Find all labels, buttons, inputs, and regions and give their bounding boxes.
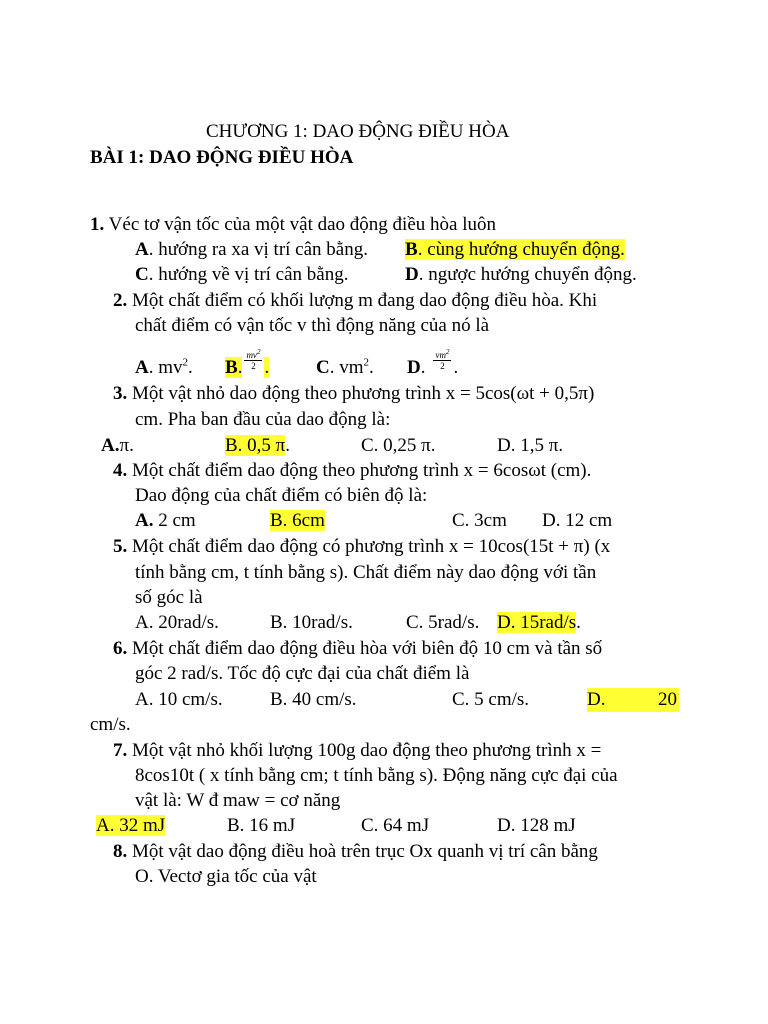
- q6-option-b: B. 40 cm/s.: [270, 689, 357, 710]
- q2-option-d: D. $\frac{vm^2}{2}$ .: [407, 348, 459, 378]
- question-text: Véc tơ vận tốc của một vật dao động điều hòa luôn: [108, 214, 496, 235]
- q3-option-d: D. 1,5 π.: [497, 435, 564, 456]
- fraction-mv2-over-2: $\frac{mv^2}{2}$: [246, 348, 261, 372]
- q7-option-c: C. 64 mJ: [361, 815, 430, 836]
- q2-line-2: chất điểm có vận tốc v thì động năng của nó là: [135, 315, 490, 336]
- q6-option-d-continued: cm/s.: [90, 714, 131, 735]
- q8-line-2: O. Vectơ gia tốc của vật: [135, 866, 317, 887]
- q4-option-d: D. 12 cm: [542, 510, 613, 531]
- q2-option-b: B. $\frac{mv^2}{2}$ .: [225, 348, 270, 378]
- q6-option-c: C. 5 cm/s.: [452, 689, 530, 710]
- q1-option-a: A. hướng ra xa vị trí cân bằng.: [135, 239, 368, 260]
- chapter-title: CHƯƠNG 1: DAO ĐỘNG ĐIỀU HÒA: [206, 121, 510, 142]
- lesson-title: BÀI 1: DAO ĐỘNG ĐIỀU HÒA: [90, 147, 354, 168]
- q7-line-2: 8cos10t ( x tính bằng cm; t tính bằng s). Động năng cực đại của: [135, 765, 618, 786]
- q2-option-c: C. $vm^2$.: [316, 356, 374, 378]
- question-6: 6. Một chất điểm dao động điều hòa với biên độ 10 cm và tần số: [113, 638, 603, 659]
- q4-line-2: Dao động của chất điểm có biên độ là:: [135, 485, 428, 506]
- q5-line-2: tính bằng cm, t tính bằng s). Chất điểm này dao động với tần: [135, 562, 597, 583]
- q5-option-b: B. 10rad/s.: [270, 612, 353, 633]
- q4-option-c: C. 3cm: [452, 510, 507, 531]
- q3-option-b: B. 0,5 π.: [225, 435, 291, 456]
- question-8: 8. Một vật dao động điều hoà trên trục Ox quanh vị trí cân bằng: [113, 841, 598, 862]
- question-4: 4. Một chất điểm dao động theo phương trình x = 6cosωt (cm).: [113, 460, 592, 481]
- question-3: 3. Một vật nhỏ dao động theo phương trình x = 5cos(ωt + 0,5π): [113, 383, 595, 404]
- q6-line-2: góc 2 rad/s. Tốc độ cực đại của chất điểm là: [135, 663, 470, 684]
- q6-option-a: A. 10 cm/s.: [135, 689, 223, 710]
- q5-option-c: C. 5rad/s.: [406, 612, 480, 633]
- q3-option-c: C. 0,25 π.: [361, 435, 436, 456]
- q2-option-a: A. $mv^2$.: [135, 356, 193, 378]
- question-5: 5. Một chất điểm dao động có phương trình x = 10cos(15t + π) (x: [113, 536, 611, 557]
- q7-option-a: A. 32 mJ: [96, 815, 166, 836]
- q5-option-a: A. 20rad/s.: [135, 612, 219, 633]
- q4-option-b: B. 6cm: [270, 510, 325, 531]
- fraction-vm2-over-2: $\frac{vm^2}{2}$: [435, 348, 450, 372]
- q1-option-c: C. hướng về vị trí cân bằng.: [135, 264, 349, 285]
- question-2: 2. Một chất điểm có khối lượng m đang dao động điều hòa. Khi: [113, 290, 598, 311]
- question-7: 7. Một vật nhỏ khối lượng 100g dao động theo phương trình x =: [113, 740, 602, 761]
- q4-option-a: A. 2 cm: [135, 510, 196, 531]
- q6-option-d: D. 20: [587, 689, 677, 710]
- q7-option-d: D. 128 mJ: [497, 815, 576, 836]
- q3-option-a: A.π.: [101, 435, 134, 456]
- question-number: 1.: [90, 214, 105, 235]
- q7-line-3: vật là: W đ maw = cơ năng: [135, 790, 341, 811]
- q1-option-b: B. cùng hướng chuyển động.: [405, 239, 625, 260]
- q1-option-d: D. ngược hướng chuyển động.: [405, 264, 637, 285]
- q5-option-d: D. 15rad/s.: [497, 612, 581, 633]
- question-1: [90, 213, 496, 237]
- q5-line-3: số góc là: [135, 587, 203, 608]
- q7-option-b: B. 16 mJ: [227, 815, 296, 836]
- q3-line-2: cm. Pha ban đầu của dao động là:: [135, 409, 391, 430]
